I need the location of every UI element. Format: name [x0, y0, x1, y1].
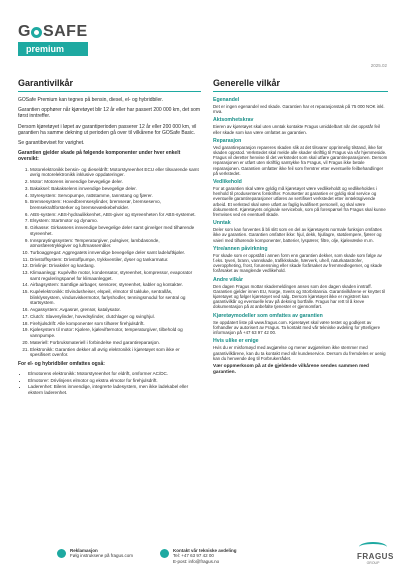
claims-block — [57, 548, 133, 559]
ev-item: • Elmotorer: Drivlinjens elmotor og ekstra elmotor for firehjulsdrift. — [28, 378, 201, 384]
section-text: Hvis du er misfornøyd med avgjørelse og mener avgjørelsen ikke stemmer med garantivilkårene, kan du ta kontakt med vår kundeservice. Dersom du fremdeles er uenig kan du henvende deg til Forbrukerrådet. — [213, 345, 386, 361]
component-item: 1. Motorelektronikk bensin- og dieseldrift: Motorstyreenhet ECU eller tilsvarende samt øvrig motorelektronikk inklusive oppdateringer. — [30, 167, 201, 178]
section-text: Det er ingen egenandel ved skade. Garantien har et reparasjonstak på 75 000 NOK inkl. mva. — [213, 104, 385, 115]
logo-letters-safe: SAFE — [42, 23, 88, 40]
section-text: Deler som kan forventes å bli slitt som en del av kjøretøyets normale funksjon omfattes ikke av garantien. Garantien omfatter ikke: hjul, dekk, hjullagre, støtdempere, fjærer og vaieri med tilhørende komponenter, batterier, lyspærer, filtre, olje, kjølevæske m.m. — [213, 227, 382, 243]
section-text: Se oppdatert liste på www.fragus.com. Kjøretøyet skal være testet og godkjent av forhandler av autorisert av Fragus. Ta kontakt med vår tekniske avdeling for ytterligere informasjon på +47 63 97 42 00. — [213, 319, 381, 336]
terms-section — [213, 97, 388, 114]
title-divider — [213, 91, 388, 92]
section-heading: Andre vilkår — [213, 276, 243, 283]
document-version: 2025.02 — [370, 63, 387, 68]
claims-text: Følg instruksene på fragus.com — [70, 553, 134, 559]
page-footer — [0, 548, 407, 575]
contact-phone: Tel: +47 63 97 42 00 — [173, 553, 214, 559]
contact-email: E-post: info@fragus.no — [173, 558, 220, 564]
component-item: 21. Elektronikk: Garantien dekker all øvrig elektronikk i kjøretøyet som ikke er spesifisert ovenfor. — [30, 347, 201, 358]
intro-paragraph-3: Dersom kjøretøyet i løpet av garantiperioden passerer 12 år eller 200 000 km, vil garantien ha samme dekning ut perioden gå over til vilkårene for GOSafe Basic. — [18, 123, 197, 136]
section-text: Ved garantireparasjon reparеres skaden slik at det tilsvarer opprinnelig tilstand, ikke før skaden oppstod. Verkstedet skal melde alle skader skriftlig til Fragus via vår hjemmeside. Fragus vil deretter henvise til det verkstedet som skal utføre garantireparasjonen. Dersom reparasjonen er utført uten skriftlig samtykke fra Fragus, vil Fragus ikke betale reparasjonen. Garantien omfatter ikke feil som fremtrer etter eventuelle feilbehandlinger på verkstedet. — [213, 144, 388, 176]
section-text: Eieren av kjøretøyet skal uten unntak kontakte Fragus umiddelbart når det oppstår feil eller skade som kan være omfattet av garantien. — [213, 124, 380, 135]
section-heading: Ytre/annen påvirkning — [213, 245, 268, 252]
section-heading: Egenandel — [213, 97, 240, 103]
section-heading: Reparasjon — [213, 137, 242, 144]
fragus-sub: GROUP — [366, 561, 380, 565]
claims-icon — [57, 549, 66, 558]
title-divider — [18, 91, 201, 92]
terms-section — [213, 246, 388, 274]
fragus-arc-icon — [359, 542, 387, 552]
terms-section — [213, 138, 388, 176]
terms-section — [213, 277, 388, 310]
component-item: 2. Motor: Motorens innvendige bevegelige deler. — [30, 179, 201, 185]
section-heading: Hvis ulike er enige — [213, 338, 259, 345]
intro-paragraph-1: GOSafe Premium kan tegnes på bensin, diesel, el- og hybridbiler. — [18, 97, 164, 103]
terms-section — [213, 313, 388, 336]
ev-item: • Elmotorens elektronikk: Motorstyreenhet for eldrift, omformer AC/DC. — [28, 371, 201, 377]
terms-section — [213, 338, 388, 361]
terms-section — [213, 179, 388, 217]
components-heading: Garantien gjelder skade på følgende komponenter under hver enkelt oversikt: — [18, 150, 181, 163]
fragus-name: FRAGUS — [357, 552, 394, 561]
logo-premium-bar: premium — [18, 42, 88, 56]
component-item: 14. Airbagsystem: Samtlige airbager, sensorer, styreenhet, kabler og kontakter. — [30, 282, 201, 288]
section-heading: Kjøretøymodeller som omfattes av garantien — [213, 312, 323, 319]
component-item: 9. Innsprøytingssystem: Temperaturgiver, pulsgiver, lambdasonde, atmosfæretrykkgiver og luftmassemåler. — [30, 238, 201, 249]
component-item: 5. Bremsesystem: Hovedbremsesylinder, bremserør, bremseservo, bremsekraftforsterker og bremsevæskebeholder. — [30, 199, 201, 210]
component-item: 12. Drivlinje: Drivaksler og kardang. — [30, 263, 201, 269]
intro-paragraph-4: Se garantibeviset for varighet. — [18, 140, 85, 147]
ev-item: • Laderenhet: Bilens innvendige, integrerte ladesystem, men ikke ladekabel eller ekstern laderenhet. — [28, 384, 201, 395]
closing-note: Vær oppmerksom på at de gjeldende vilkårene sendes sammen med garantien. — [213, 363, 369, 375]
component-item: 8. Girkasse: Girkassens innvendige bevegelige deler samt girvelger med tilhørende styreenhet. — [30, 225, 201, 236]
phone-icon — [160, 549, 169, 558]
component-item: 18. Firehjulsdrift: Alle komponenter som tilhører firehjulsdrift. — [30, 321, 201, 327]
component-item: 10. Turboaggregat: Aggregatets innvendige bevegelige deler samt ladeluftkjøler. — [30, 250, 201, 256]
ev-heading: For el- og hybridbiler omfattes også: — [18, 360, 105, 367]
logo-wordmark — [18, 24, 88, 40]
general-terms-column — [213, 78, 388, 380]
warranty-terms-column — [18, 78, 201, 397]
section-text: For at garantien skal være gyldig må kjøretøyet være vedlikeholdt og vedlikeholdes i henhold til produsentens forskrifter. Forutsetter at garantien er gyldig skal service og eventuelle garantireparasjoner utføres av sertifisert verkstedet etter inntektsgivende arbeid. Et verksted skal være utført av faglig kvalifisert personell, og skal være dokumentert. Kjøretøyets originale servicebok, som på forespørsel fra Fragus skal kunne fremvises ved en eventuell skade. — [213, 186, 386, 218]
terms-section — [213, 220, 388, 243]
section-heading: Vedlikehold — [213, 179, 242, 186]
component-item: 17. Clutch: Slavesylinder, hovedsylinder, clutchlager og svinghjul. — [30, 314, 201, 320]
component-item: 4. Styresystem: Servopumpe, rattstamme, tannstang og fjærer. — [30, 193, 201, 199]
general-terms-title: Generelle vilkår — [213, 78, 281, 88]
component-item: 15. Kupéelektronikk: Elvindusheiser, elspeil, elmotor til taklukе, sentrallås, blinklyssystem, vindusviskermotor, farlyshodler, tenningsmodul for sentral og startsystem. — [30, 289, 201, 306]
component-item: 16. Avgassystem: Avgasrør, grenrør, katalysator. — [30, 307, 201, 313]
component-item: 19. Kjølesystem til motor: Kjølere, kjølevifternotor, temperaturgiver, tilbehold og vannpumpe. — [30, 327, 201, 338]
gosafe-logo — [18, 24, 88, 56]
component-item: 6. ABS-system: ABS-hydraulikkenhet, ABS-giver og styreenheten for ABS-systemet. — [30, 212, 201, 218]
logo-letter-g: G — [18, 23, 31, 40]
component-item: 11. Drivstoffsystem: Drivstoffpumpe, trykkventiler, dyser og tankarmatur. — [30, 257, 201, 263]
fragus-logo — [357, 542, 394, 565]
terms-section — [213, 117, 388, 134]
section-text: For skade som er oppstått i annen form enn garantien dekker, som skade som følge av f.eks. tyveri, brann, vannskade, trafikkskade, hærverk, uhell, naturkatastrofer, overoppheting, frost, forurensning eller skade forårsaket av fremmedlegemer, og skade forårsaket av manglende vedlikehold. — [213, 252, 383, 274]
section-heading: Aktsomhetskrav — [213, 117, 254, 124]
intro-paragraph-2: Garantien opphører når kjøretøyet blir 12 år eller har passert 200 000 km, det som først inntreffer. — [18, 107, 201, 120]
contact-block — [160, 548, 237, 564]
contact-title: Kontakt vår tekniske avdeling — [173, 548, 237, 553]
components-list — [18, 167, 201, 358]
logo-o-icon — [31, 27, 42, 38]
component-item: 20. Materiell: Forbruksmateriell i forbindelse med garantireparasjon. — [30, 340, 201, 346]
component-item: 3. Bakaksel: Bakakselens innvendige bevegelige deler. — [30, 186, 201, 192]
claims-title: Reklamasjon — [70, 548, 98, 553]
ev-list — [18, 371, 201, 396]
component-item: 7. Elsystem: Startmotor og dynamo. — [30, 218, 201, 224]
section-heading: Unntak — [213, 220, 231, 227]
warranty-title: Garantivilkår — [18, 78, 74, 88]
section-text: Den dagen Fragus mottar skademeldingen anses som den dagen skaden inntraff. Garantien gjelder innen EU, Norge, Sveits og Storbritannia. Garantivilkårene er knyttet til kjøretøyet og følger kjøretøyet ved salg. Dersom kjøretøyet ikke er registrert kan garantivilkår og eventuelle krav på dekning bortfalle. Fragus har rett til å kreve dokumentasjon på at anbefalte tjenester er gjennomført. — [213, 283, 386, 310]
component-item: 13. Klimaanlegg: Kupévifte motor, kondensator, styreenhet, kompressor, evaporator samt reguleringspanel for klimaanlegget. — [30, 270, 201, 281]
